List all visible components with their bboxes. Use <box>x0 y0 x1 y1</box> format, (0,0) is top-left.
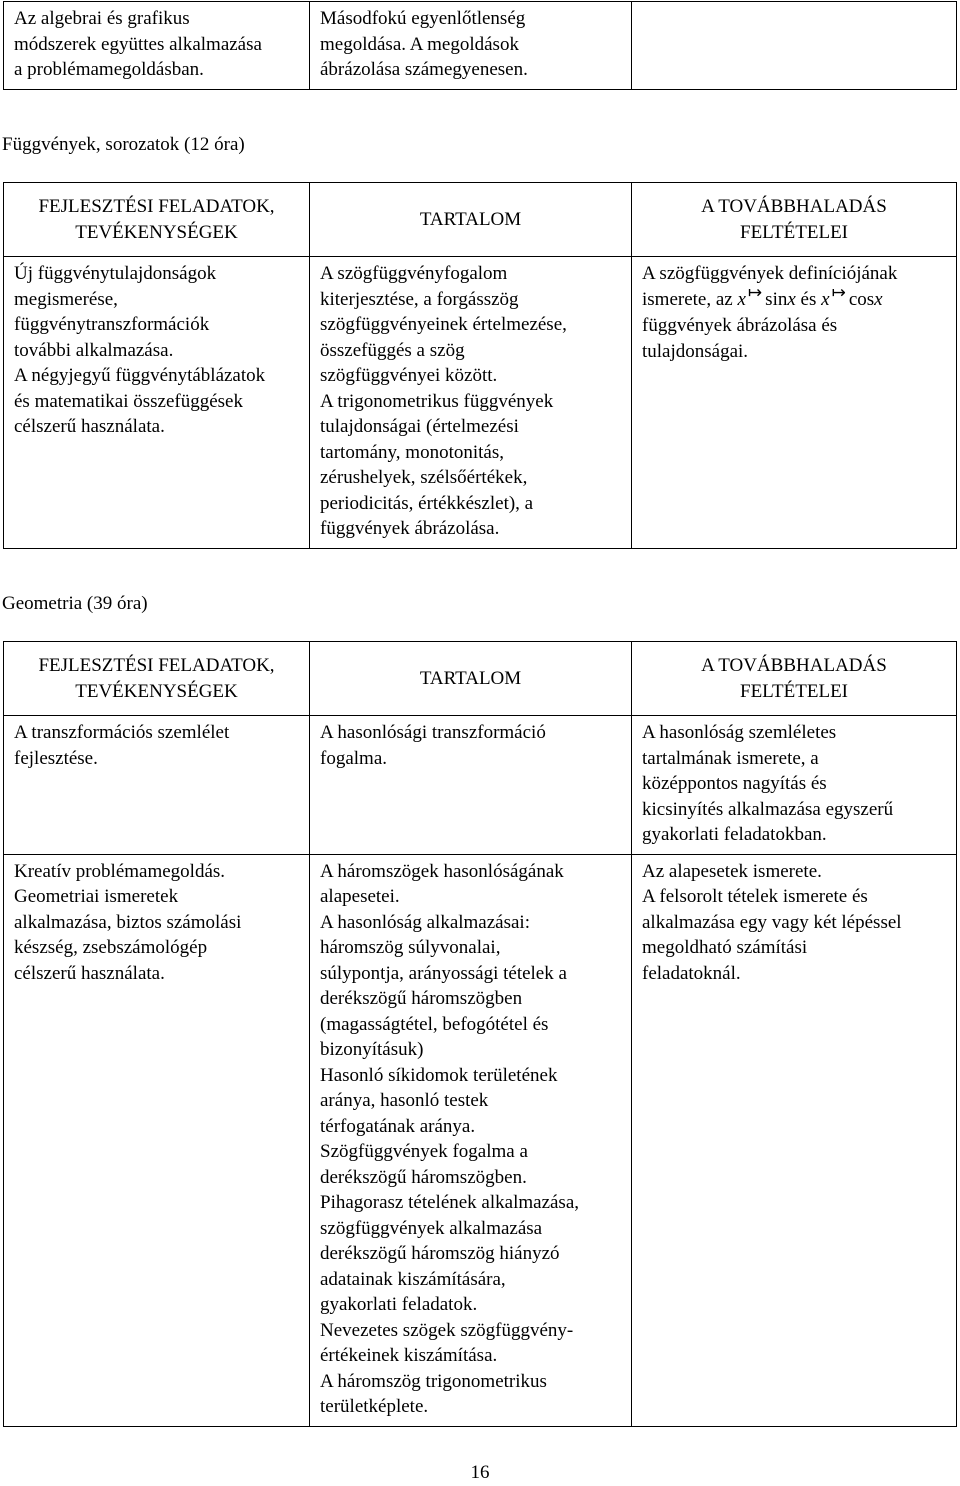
text-line: Geometriai ismeretek <box>14 886 179 907</box>
text-line: Az alapesetek ismerete. <box>642 860 822 882</box>
text-line: a problémamegoldásban. <box>14 59 204 80</box>
requirements-line: függvények ábrázolása és <box>642 315 838 336</box>
text-line: A hasonlóság szemléletes <box>642 722 837 743</box>
text-line: FEJLESZTÉSI FELADATOK, <box>38 196 275 217</box>
mapsto-icon: ↦ <box>831 282 846 303</box>
text-line: súlypontja, arányossági tételek a <box>320 962 567 984</box>
text-line: Kreatív problémamegoldás. <box>14 860 226 882</box>
text-line: gyakorlati feladatok. <box>320 1294 478 1315</box>
text-line: területképlete. <box>320 1396 429 1417</box>
table-row <box>4 2 957 90</box>
geometry-content-cell <box>310 854 632 1426</box>
functions-tasks-cell <box>4 257 310 549</box>
text-line: A TOVÁBBHALADÁS <box>701 196 887 217</box>
header-requirements <box>632 642 957 716</box>
text-line: TARTALOM <box>419 208 522 230</box>
text-line: célszerű használata. <box>14 416 165 437</box>
top-col3-cell <box>632 2 957 90</box>
functions-requirements-cell <box>632 257 957 549</box>
text-line: szögfüggvények alkalmazása <box>320 1217 543 1239</box>
functions-table <box>3 182 957 549</box>
text-line: derékszögű háromszögben <box>320 988 523 1009</box>
text-line: derékszögű háromszög hiányzó <box>320 1243 560 1264</box>
header-tasks <box>4 642 310 716</box>
text-line: FELTÉTELEI <box>740 680 848 702</box>
text-line: aránya, hasonló testek <box>320 1090 489 1111</box>
text-line: TEVÉKENYSÉGEK <box>75 680 238 702</box>
text-line: térfogatának aránya. <box>320 1115 476 1137</box>
text-line: gyakorlati feladatokban. <box>642 824 827 845</box>
page-number: 16 <box>470 1462 490 1483</box>
mapping-formula: ismerete, az x ↦ sinx és x ↦ cosx <box>642 282 883 310</box>
text-line: módszerek együttes alkalmazása <box>14 33 262 55</box>
text-line: tartalmának ismerete, a <box>642 747 819 769</box>
table-row <box>4 716 957 855</box>
text-line: célszerű használata. <box>14 962 165 984</box>
text-line: további alkalmazása. <box>14 339 174 361</box>
text-line: A trigonometrikus függvények <box>320 390 554 412</box>
header-tasks <box>4 183 310 257</box>
header-content <box>310 183 632 257</box>
text-line: tulajdonságai (értelmezési <box>320 416 519 437</box>
header-requirements <box>632 183 957 257</box>
text-line: FEJLESZTÉSI FELADATOK, <box>38 655 275 676</box>
top-col1-cell <box>4 2 310 90</box>
text-line: adatainak kiszámítására, <box>320 1268 506 1290</box>
text-line: TARTALOM <box>419 667 522 689</box>
text-line: periodicitás, értékkészlet), a <box>320 492 534 514</box>
text-line: bizonyításuk) <box>320 1039 424 1060</box>
text-line: A négyjegyű függvénytáblázatok <box>14 365 266 386</box>
functions-content-cell <box>310 257 632 549</box>
text-line: összefüggés a szög <box>320 339 465 361</box>
geometry-requirements-cell <box>632 716 957 855</box>
text-line: szögfüggvényeinek értelmezése, <box>320 314 567 335</box>
text-line: TEVÉKENYSÉGEK <box>75 221 238 243</box>
geometry-requirements-cell <box>632 854 957 1426</box>
text-line: háromszög súlyvonalai, <box>320 937 501 958</box>
table-header-row <box>4 642 957 716</box>
text-line: alapesetei. <box>320 886 400 907</box>
text-line: megismerése, <box>14 288 118 310</box>
text-line: A háromszögek hasonlóságának <box>320 860 564 882</box>
text-line: FELTÉTELEI <box>740 221 848 243</box>
mapsto-icon: ↦ <box>747 282 763 303</box>
text-line: középpontos nagyítás és <box>642 773 827 794</box>
text-line: zérushelyek, szélsőértékek, <box>320 467 528 488</box>
text-line: alkalmazása egy vagy két lépéssel <box>642 911 902 933</box>
text-line: Nevezetes szögek szögfüggvény- <box>320 1319 574 1341</box>
top-col2-cell <box>310 2 632 90</box>
text-line: A háromszög trigonometrikus <box>320 1370 547 1392</box>
text-line: függvények ábrázolása. <box>320 518 500 539</box>
text-line: kicsinyítés alkalmazása egyszerű <box>642 798 894 820</box>
text-line: feladatoknál. <box>642 962 741 984</box>
text-line: Hasonló síkidomok területének <box>320 1064 558 1086</box>
text-line: Másodfokú egyenlőtlenség <box>320 8 526 29</box>
geometry-content-cell <box>310 716 632 855</box>
text-line: derékszögű háromszögben. <box>320 1166 527 1188</box>
text-line: ábrázolása számegyenesen. <box>320 59 528 80</box>
table-header-row <box>4 183 957 257</box>
text-line: A felsorolt tételek ismerete és <box>642 886 868 907</box>
section-heading-geometry: Geometria (39 óra) <box>2 593 148 614</box>
text-line: Új függvénytulajdonságok <box>14 263 217 284</box>
text-line: A TOVÁBBHALADÁS <box>701 655 887 676</box>
text-line: A hasonlóság alkalmazásai: <box>320 911 530 933</box>
geometry-tasks-cell <box>4 716 310 855</box>
text-line: függvénytranszformációk <box>14 314 210 335</box>
text-line: fejlesztése. <box>14 747 98 769</box>
text-line: Az algebrai és grafikus <box>14 8 190 29</box>
text-line: készség, zsebszámológép <box>14 937 208 958</box>
text-line: Szögfüggvények fogalma a <box>320 1141 528 1162</box>
text-line: szögfüggvényei között. <box>320 365 498 386</box>
text-line: megoldható számítási <box>642 937 808 958</box>
top-table <box>3 1 957 90</box>
text-line: A hasonlósági transzformáció <box>320 722 546 743</box>
header-content <box>310 642 632 716</box>
requirements-line: A szögfüggvények definíciójának <box>642 263 898 284</box>
table-row <box>4 854 957 1426</box>
text-line: értékeinek kiszámítása. <box>320 1345 498 1366</box>
text-line: megoldása. A megoldások <box>320 33 519 55</box>
table-row <box>4 257 957 549</box>
text-line: (magasságtétel, befogótétel és <box>320 1013 549 1035</box>
geometry-table <box>3 641 957 1427</box>
text-line: A transzformációs szemlélet <box>14 722 230 743</box>
geometry-tasks-cell <box>4 854 310 1426</box>
text-line: Pihagorasz tételének alkalmazása, <box>320 1192 580 1213</box>
section-heading-functions: Függvények, sorozatok (12 óra) <box>2 134 245 155</box>
text-line: tartomány, monotonitás, <box>320 441 504 463</box>
text-line: A szögfüggvényfogalom <box>320 263 508 284</box>
text-line: és matematikai összefüggések <box>14 390 243 412</box>
requirements-line: tulajdonságai. <box>642 340 749 362</box>
text-line: kiterjesztése, a forgásszög <box>320 288 519 310</box>
text-line: alkalmazása, biztos számolási <box>14 911 242 933</box>
text-line: fogalma. <box>320 747 388 769</box>
